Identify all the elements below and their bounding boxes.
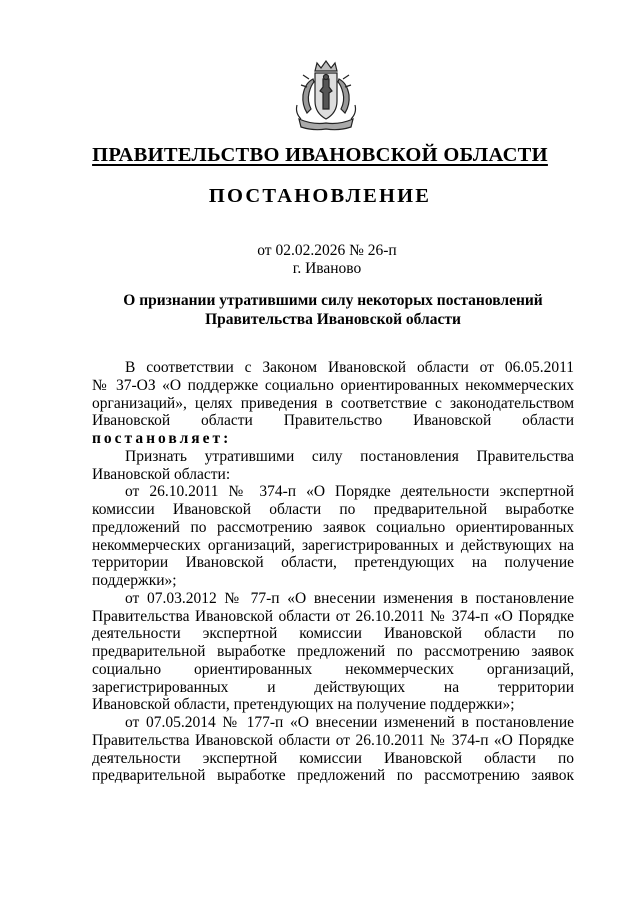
body-line: предварительной выработке предложений по рассмотрению заявок [92,767,574,785]
document-subject-line: Правительства Ивановской области [205,311,461,328]
body-line: деятельности экспертной комиссии Ивановской области по [92,625,574,643]
body-line: Ивановской области, претендующих на получение поддержки»; [92,696,515,714]
body-line: зарегистрированных и действующих на территории [92,678,574,696]
body-line: Ивановской области: [92,465,231,483]
body-line: Признать утратившими силу постановления Правительства [125,447,574,465]
body-line-resolution-word: постановляет: [92,430,232,447]
body-line: № 37-ОЗ «О поддержке социально ориентированных некоммерческих [92,376,574,394]
document-type-title: ПОСТАНОВЛЕНИЕ [208,185,432,207]
body-line: организаций», целях приведения в соответствие с законодательством [92,394,574,412]
government-title: ПРАВИТЕЛЬСТВО ИВАНОВСКОЙ ОБЛАСТИ [92,144,548,166]
body-line: от 07.05.2014 № 177-п «О внесении изменений в постановление [125,714,574,731]
body-line: Правительства Ивановской области от 26.10.2011 № 374-п «О Порядке [92,731,574,749]
document-date-number: от 02.02.2026 № 26-п [257,242,397,259]
body-line: социально ориентированных некоммерческих организаций, [92,660,574,678]
coat-of-arms-emblem [293,57,359,131]
document-body [92,359,574,785]
body-line: некоммерческих организаций, зарегистрированных и действующих на [92,536,574,554]
body-line: от 07.03.2012 № 77-п «О внесении изменения в постановление [125,589,574,607]
body-line: поддержки»; [92,572,177,589]
body-line: деятельности экспертной комиссии Ивановской области по [92,749,574,767]
document-city: г. Иваново [292,260,362,277]
body-line: предложений по рассмотрению заявок социально ориентированных [92,518,574,536]
body-line: В соответствии с Законом Ивановской области от 06.05.2011 [125,359,574,376]
document-subject-line: О признании утратившими силу некоторых постановлений [123,292,543,309]
body-line: от 26.10.2011 № 374-п «О Порядке деятельности экспертной [125,483,574,501]
body-line: Правительства Ивановской области от 26.10.2011 № 374-п «О Порядке [92,607,574,625]
body-line: Ивановской области Правительство Ивановской области [92,412,574,430]
body-line: предварительной выработке предложений по рассмотрению заявок [92,643,574,660]
body-line: комиссии Ивановской области по предварительной выработке [92,501,574,518]
body-line: территории Ивановской области, претендующих на получение [92,554,574,572]
